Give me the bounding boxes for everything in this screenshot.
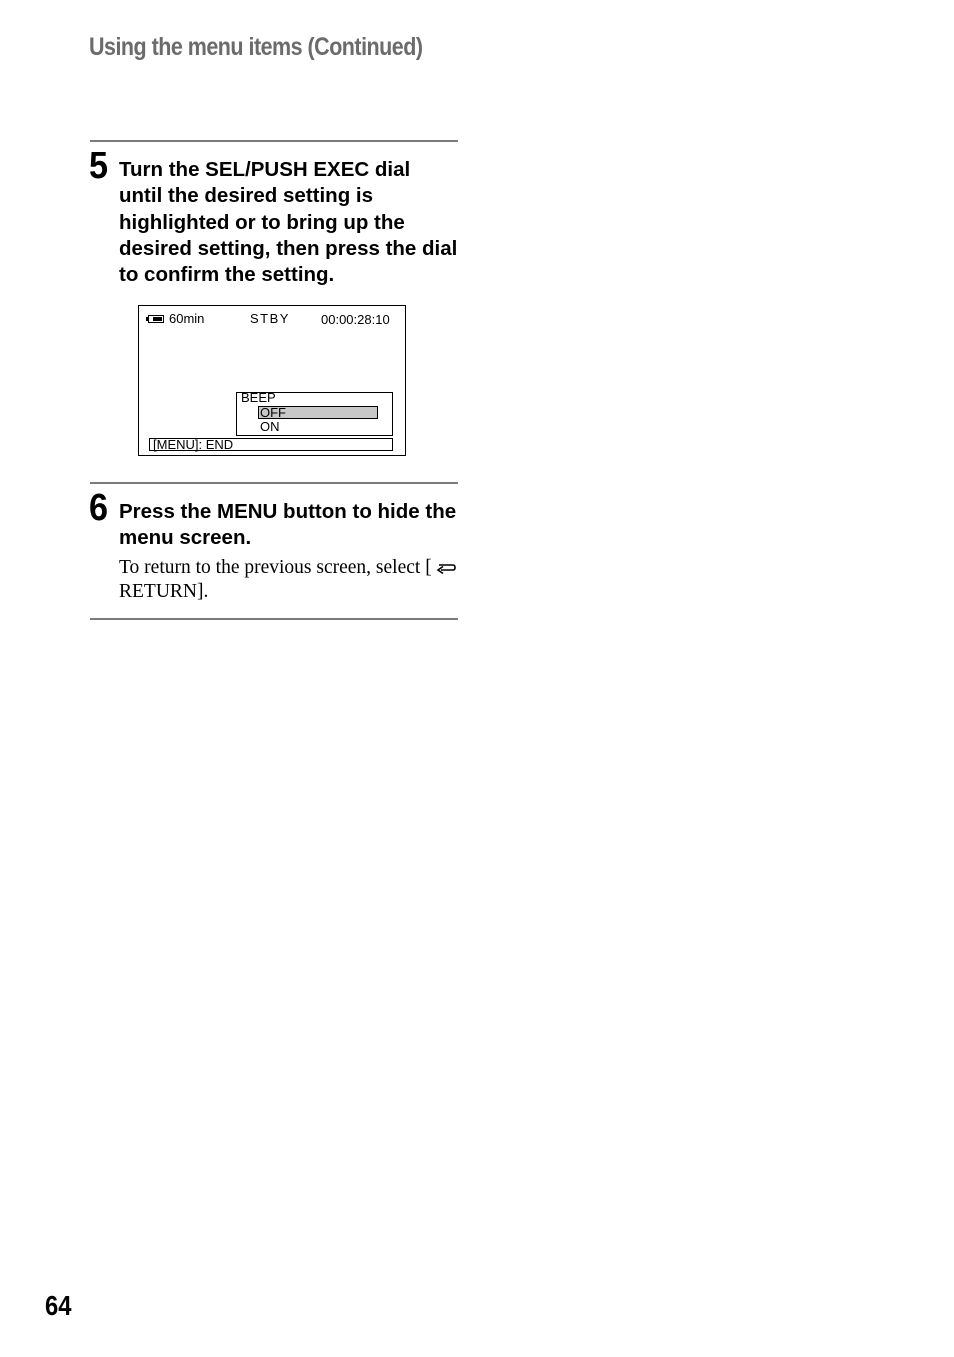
lcd-option-on: ON (260, 419, 280, 434)
step-6-number: 6 (89, 487, 109, 529)
lcd-status: STBY (250, 311, 290, 326)
step-6-heading: Press the MENU button to hide the menu screen. (119, 500, 457, 550)
step-6-body-text-after: RETURN]. (119, 581, 209, 602)
lcd-remaining-time: 60min (169, 311, 205, 326)
lcd-screen-illustration (138, 305, 406, 456)
lcd-menu-title: BEEP (241, 390, 276, 405)
step-6-body (119, 556, 459, 604)
lcd-timecode: 00:00:28:10 (321, 312, 390, 327)
step-5-number: 5 (89, 145, 109, 187)
lcd-option-off: OFF (260, 405, 286, 420)
battery-icon (148, 315, 164, 323)
step-5-heading: Turn the SEL/PUSH EXEC dial until the desired setting is highlighted or to bring up the desired setting, then press the dial to confirm the setting. (119, 158, 458, 287)
step-6-bottom-rule (90, 618, 458, 620)
return-arrow-icon (435, 562, 457, 576)
page-number: 64 (45, 1290, 72, 1321)
step-6-body-text-before: To return to the previous screen, select [ (119, 557, 432, 578)
page-header-title: Using the menu items (Continued) (89, 33, 423, 61)
step-6-top-rule (90, 482, 458, 484)
lcd-end-label: [MENU]: END (153, 437, 234, 452)
step-5-top-rule (90, 140, 458, 142)
